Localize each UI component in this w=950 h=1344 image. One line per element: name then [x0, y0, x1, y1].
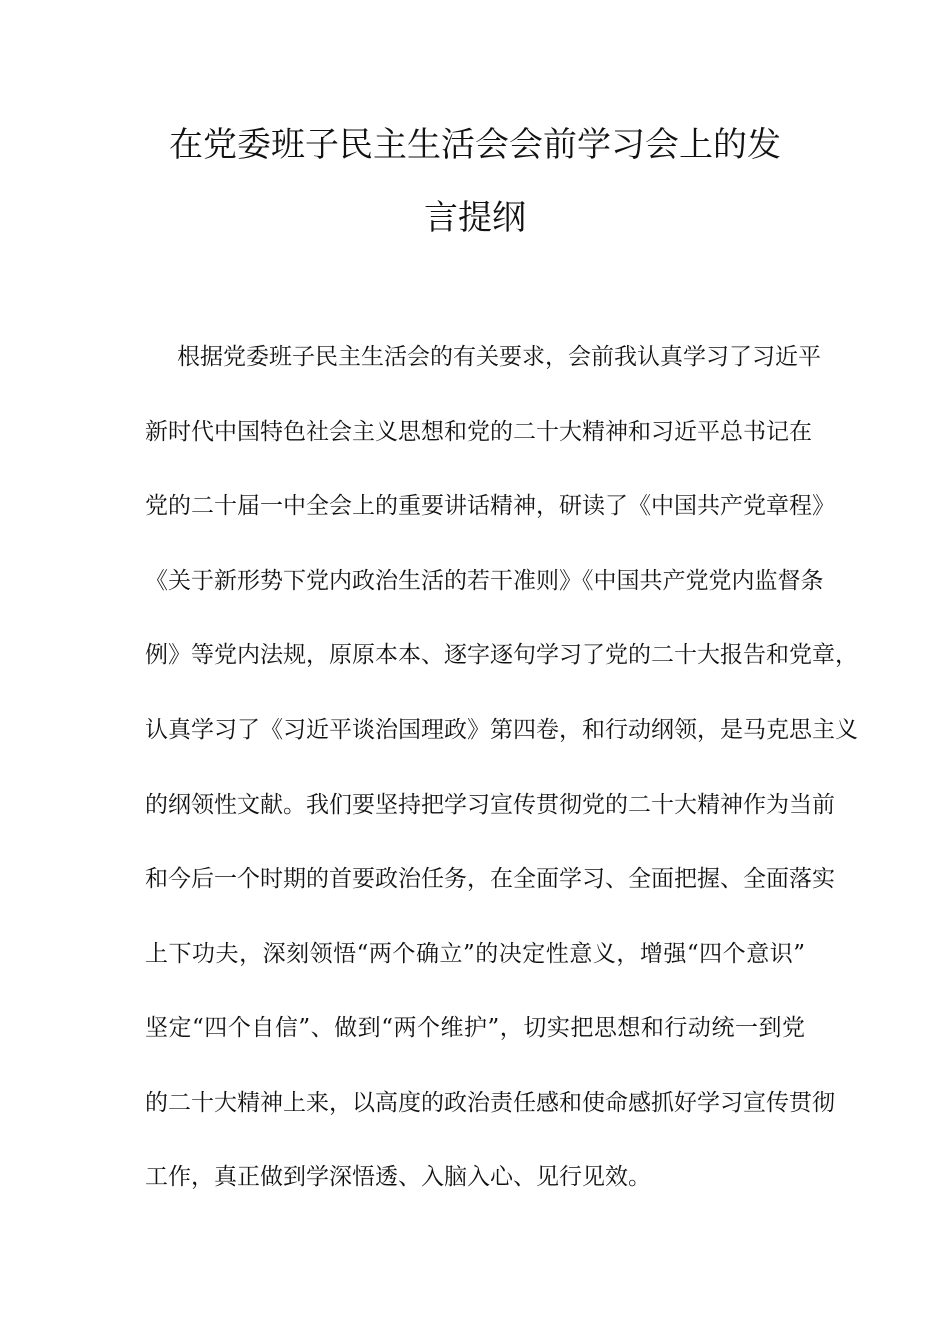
body-line: 根据党委班子民主生活会的有关要求，会前我认真学习了习近平: [177, 344, 821, 370]
body-line: 工作，真正做到学深悟透、入脑入心、见行见效。: [145, 1164, 651, 1190]
body-line: 认真学习了《习近平谈治国理政》第四卷，和行动纲领，是马克思主义: [145, 717, 858, 743]
body-line: 和今后一个时期的首要政治任务，在全面学习、全面把握、全面落实: [145, 866, 835, 892]
body-line: 的二十大精神上来，以高度的政治责任感和使命感抓好学习宣传贯彻: [145, 1090, 835, 1116]
body-line: 上下功夫，深刻领悟“两个确立”的决定性意义，增强“四个意识”: [145, 941, 805, 967]
title-line-2: 言提纲: [424, 198, 526, 238]
body-line: 坚定“四个自信”、做到“两个维护”，切实把思想和行动统一到党: [145, 1015, 805, 1041]
body-line: 的纲领性文献。我们要坚持把学习宣传贯彻党的二十大精神作为当前: [145, 792, 835, 818]
body-line: 党的二十届一中全会上的重要讲话精神，研读了《中国共产党章程》: [145, 493, 835, 519]
body-line: 例》等党内法规，原原本本、逐字逐句学习了党的二十大报告和党章，: [145, 642, 858, 668]
body-line: 《关于新形势下党内政治生活的若干准则》《中国共产党党内监督条: [145, 568, 824, 594]
body-line: 新时代中国特色社会主义思想和党的二十大精神和习近平总书记在: [145, 419, 812, 445]
title-line-1: 在党委班子民主生活会会前学习会上的发: [169, 125, 781, 165]
